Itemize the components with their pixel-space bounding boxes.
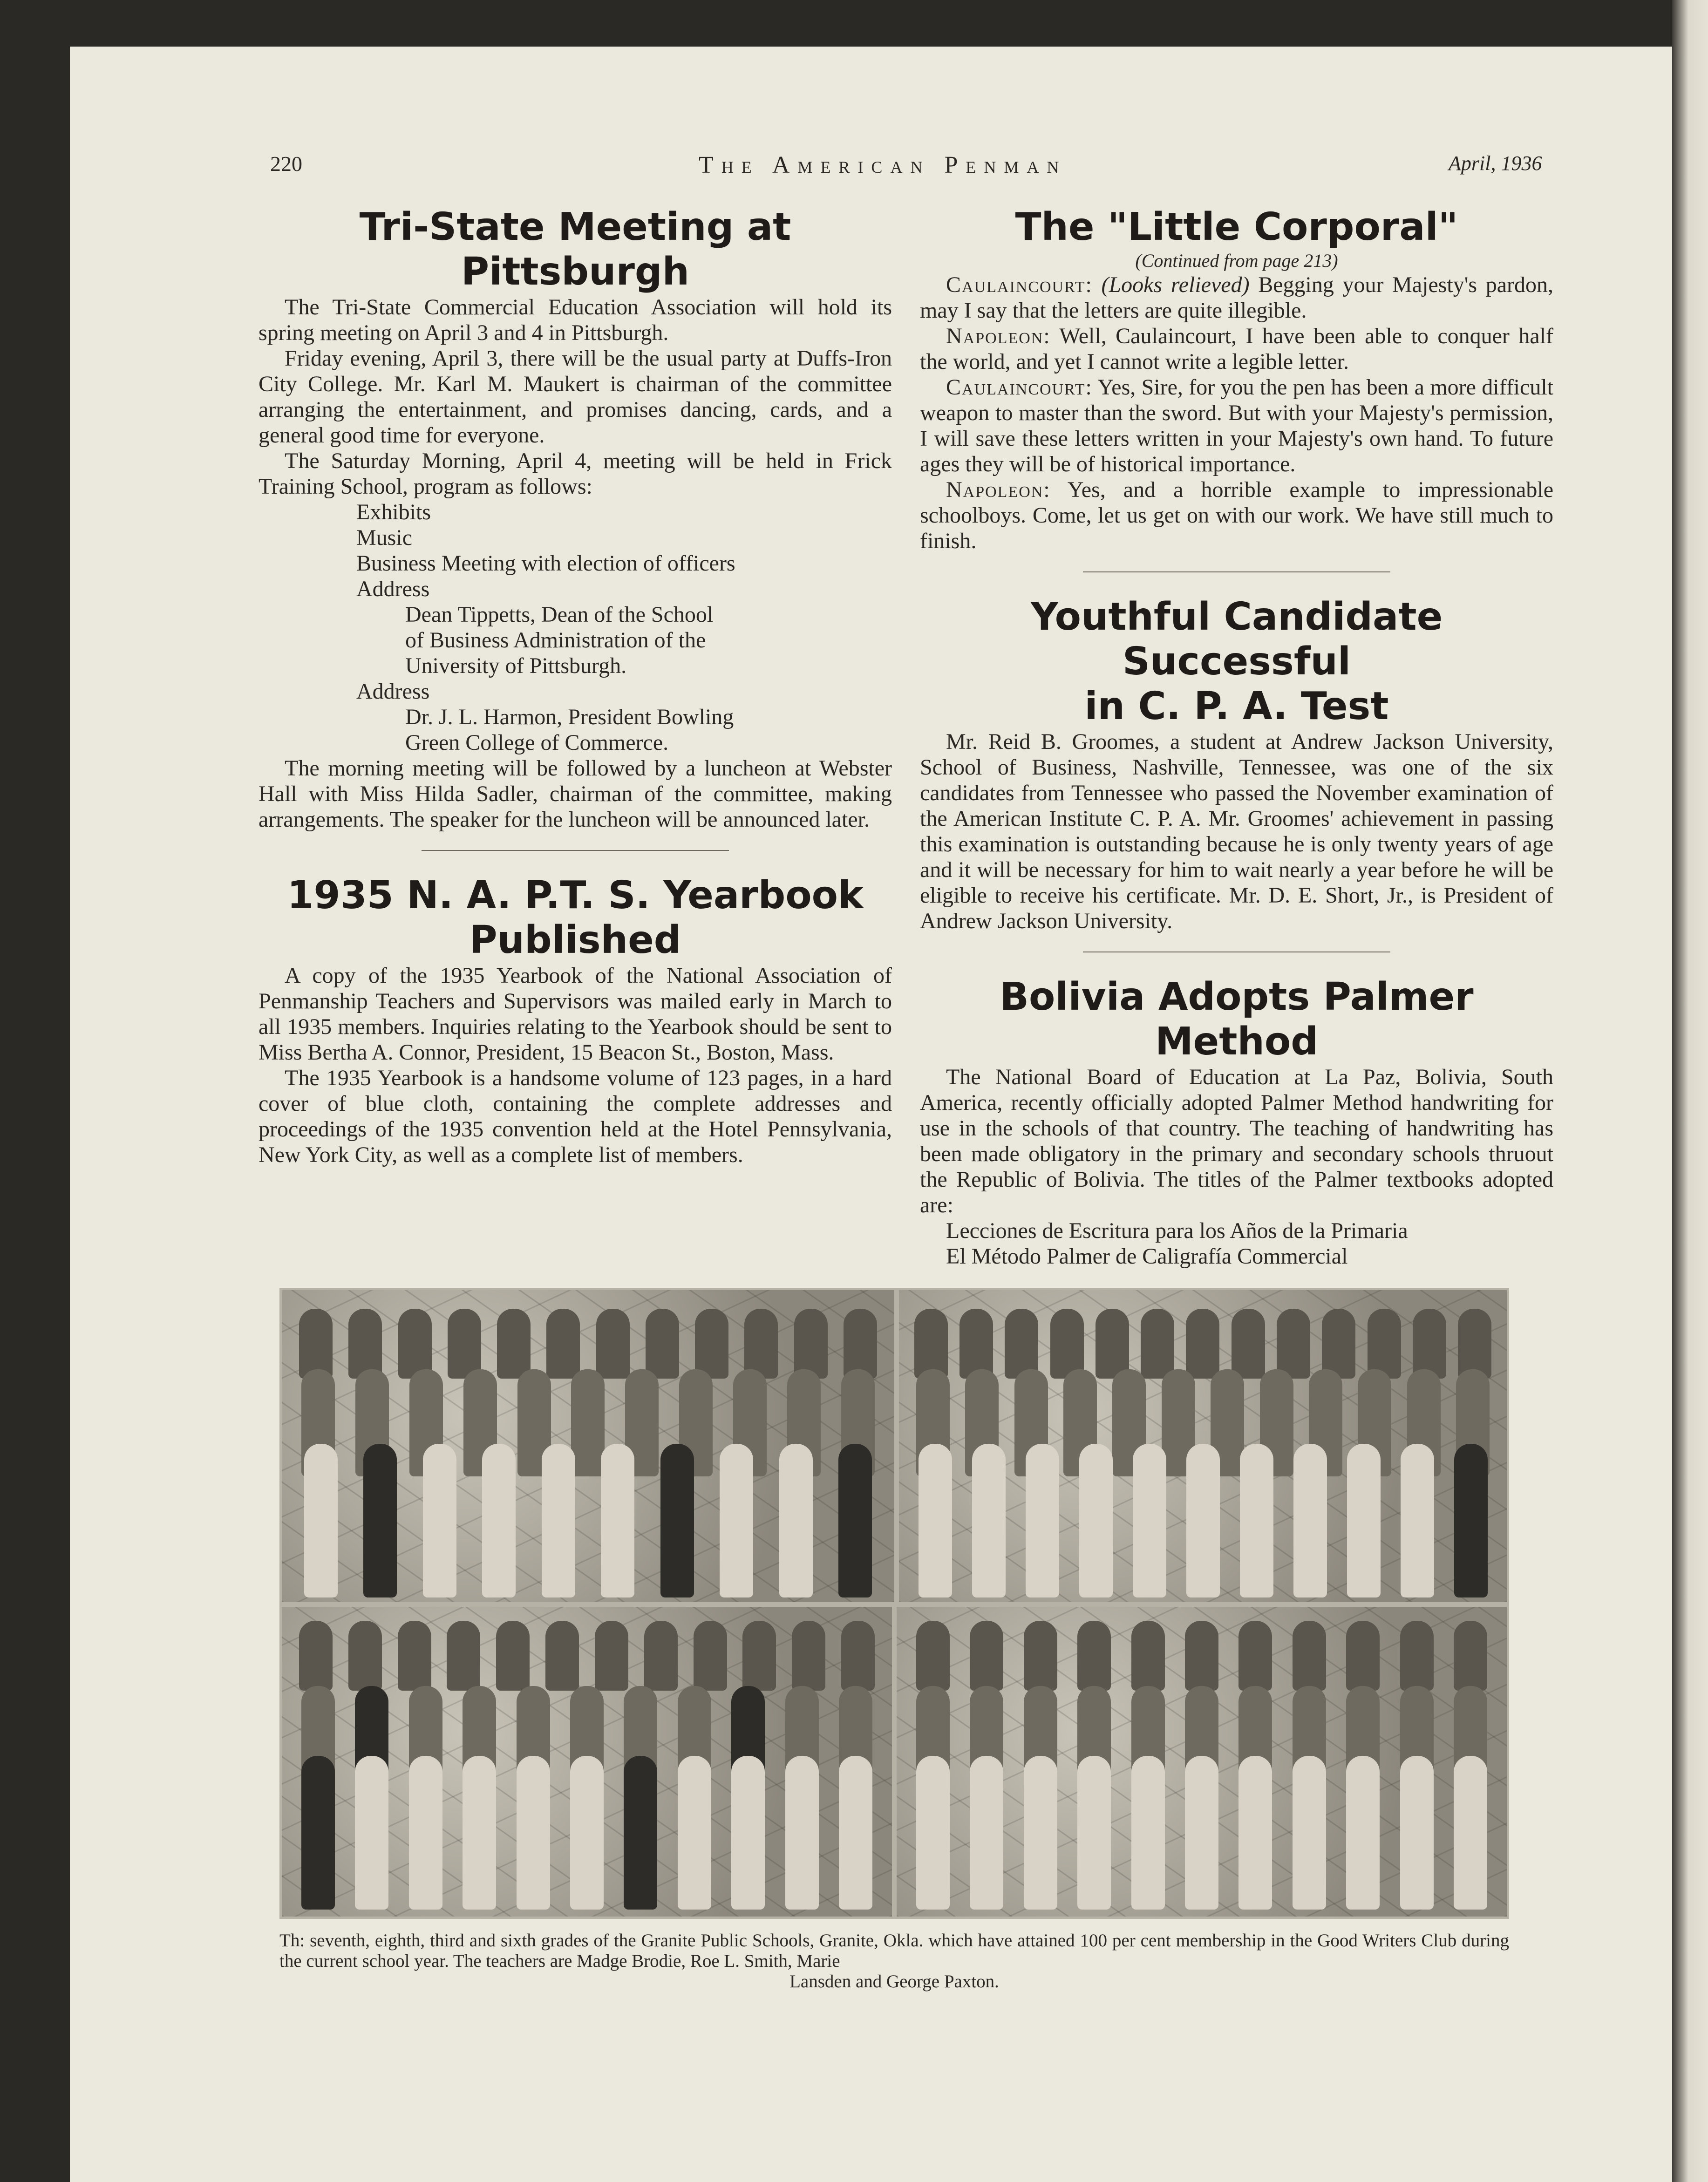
tri-state-paragraph-1: The Tri-State Commercial Education Association will hold its spring meeting on April 3 and 4 in Pittsburgh. — [259, 295, 892, 345]
bolivia-headline: Bolivia Adopts Palmer Method — [1000, 975, 1474, 1064]
stage-direction: (Looks relieved) — [1101, 272, 1250, 297]
dialogue-text: Yes, and a horrible example to impressionable schoolboys. Come, let us get on with our work. We have still much to finish. — [920, 477, 1554, 553]
cpa-headline-line-1: Youthful Candidate Successful — [1030, 595, 1443, 684]
program-item-address-2: Address — [356, 679, 430, 704]
right-column — [920, 205, 1553, 1269]
class-photo-seventh-grade — [282, 1290, 894, 1602]
tri-state-paragraph-2: Friday evening, April 3, there will be the usual party at Duffs-Iron City College. Mr. Karl M. Maukert is chairman of the committee arranging the entertainment, and promises dancing, cards, and a general good time for everyone. — [259, 346, 892, 448]
speaker-name: Napoleon: — [946, 324, 1051, 348]
speaker-name: Napoleon: — [946, 477, 1051, 502]
caption-last-line: Lansden and George Paxton. — [789, 1971, 999, 1992]
speaker-1-line-2: of Business Administration of the — [405, 628, 706, 653]
little-corporal-headline: The "Little Corporal" — [1015, 205, 1458, 249]
yearbook-paragraph-2: The 1935 Yearbook is a handsome volume of 123 pages, in a hard cover of blue cloth, containing the complete addresses and proceedings of the 1935 convention held at the Hotel Pennsylvania, New York City, as well as a complete list of members. — [259, 1066, 892, 1167]
divider-rule — [422, 850, 729, 851]
cpa-headline-line-2: in C. P. A. Test — [1084, 684, 1389, 728]
cpa-paragraph: Mr. Reid B. Groomes, a student at Andrew Jackson University, School of Business, Nashville, Tennessee, was one of the six candidates from Tennessee who passed the November examination of the American Institute C. P. A. Mr. Groomes' achievement in passing this examination is outstanding because he is only twenty years of age and it will be necessary for him to wait nearly a year before he will be eligible to receive his certificate. Mr. D. E. Short, Jr., is President of Andrew Jackson University. — [920, 729, 1553, 933]
speaker-1-line-3: University of Pittsburgh. — [405, 653, 627, 678]
dialogue-line-1 — [920, 272, 1553, 323]
program-item-address-1: Address — [356, 577, 430, 601]
divider-rule — [1083, 571, 1390, 572]
speaker-2-line-2: Green College of Commerce. — [405, 730, 669, 755]
dialogue-line-4 — [920, 477, 1553, 554]
dialogue-text: Begging your Majesty's pardon, may I say that the letters are quite illegible. — [920, 272, 1554, 323]
speaker-2-line-1: Dr. J. L. Harmon, President Bowling — [405, 705, 734, 729]
class-photo-sixth-grade — [897, 1607, 1507, 1917]
dialogue-text: Well, Caulaincourt, I have been able to conquer half the world, and yet I cannot write a legible letter. — [920, 324, 1553, 374]
photo-caption — [279, 1930, 1509, 1992]
class-photo-third-grade — [282, 1607, 892, 1917]
issue-date: April, 1936 — [1449, 152, 1542, 175]
speaker-name: Caulaincourt: — [946, 375, 1093, 400]
dialogue-line-2 — [920, 323, 1553, 374]
textbook-title-1: Lecciones de Escritura para los Años de la Primaria — [946, 1218, 1408, 1243]
textbook-title-2: El Método Palmer de Caligrafía Commercial — [946, 1244, 1348, 1269]
next-page-edge — [1672, 0, 1708, 2182]
page-number: 220 — [270, 152, 302, 176]
yearbook-paragraph-1: A copy of the 1935 Yearbook of the National Association of Penmanship Teachers and Supervisors was mailed early in March to all 1935 members. Inquiries relating to the Yearbook should be sent to Miss Bertha A. Connor, President, 15 Beacon St., Boston, Mass. — [259, 963, 892, 1065]
tri-state-paragraph-4: The morning meeting will be followed by a luncheon at Webster Hall with Miss Hilda Sadler, chairman of the committee, making arrangements. The speaker for the luncheon will be announced later. — [259, 756, 892, 832]
speaker-name: Caulaincourt: — [946, 272, 1093, 297]
program-item-business: Business Meeting with election of officers — [356, 551, 735, 576]
dialogue-text: Yes, Sire, for you the pen has been a more difficult weapon to master than the sword. But with your Majesty's permission, I will save these letters written in your Majesty's own hand. To future ages they will be of historical importance. — [920, 375, 1553, 476]
dialogue-line-3 — [920, 374, 1553, 477]
left-column — [259, 205, 892, 1168]
tri-state-paragraph-3: The Saturday Morning, April 4, meeting will be held in Frick Training School, program as follows: — [259, 449, 892, 499]
class-photo-eighth-grade — [899, 1290, 1507, 1602]
program-item-exhibits: Exhibits — [356, 500, 431, 524]
program-item-music: Music — [356, 525, 412, 550]
caption-text: Th: seventh, eighth, third and sixth grades of the Granite Public Schools, Granite, Okla. which have attained 100 per cent membership in the Good Writers Club during the current school year. The teachers are Madge Brodie, Roe L. Smith, Marie — [279, 1930, 1509, 1971]
running-title: The American Penman — [699, 152, 1067, 178]
continued-note: (Continued from page 213) — [1135, 250, 1338, 271]
speaker-1-line-1: Dean Tippetts, Dean of the School — [405, 602, 714, 627]
tri-state-headline: Tri-State Meeting at Pittsburgh — [359, 205, 791, 294]
yearbook-headline-line-1: 1935 N. A. P.T. S. Yearbook — [287, 873, 864, 918]
bolivia-paragraph: The National Board of Education at La Paz, Bolivia, South America, recently officially adopted Palmer Method handwriting for use in the schools of that country. The teaching of handwriting has been made obligatory in the primary and secondary schools thruout the Republic of Bolivia. The titles of the Palmer textbooks adopted are: — [920, 1065, 1553, 1217]
class-photographs — [279, 1288, 1509, 1919]
yearbook-headline-line-2: Published — [469, 918, 681, 962]
